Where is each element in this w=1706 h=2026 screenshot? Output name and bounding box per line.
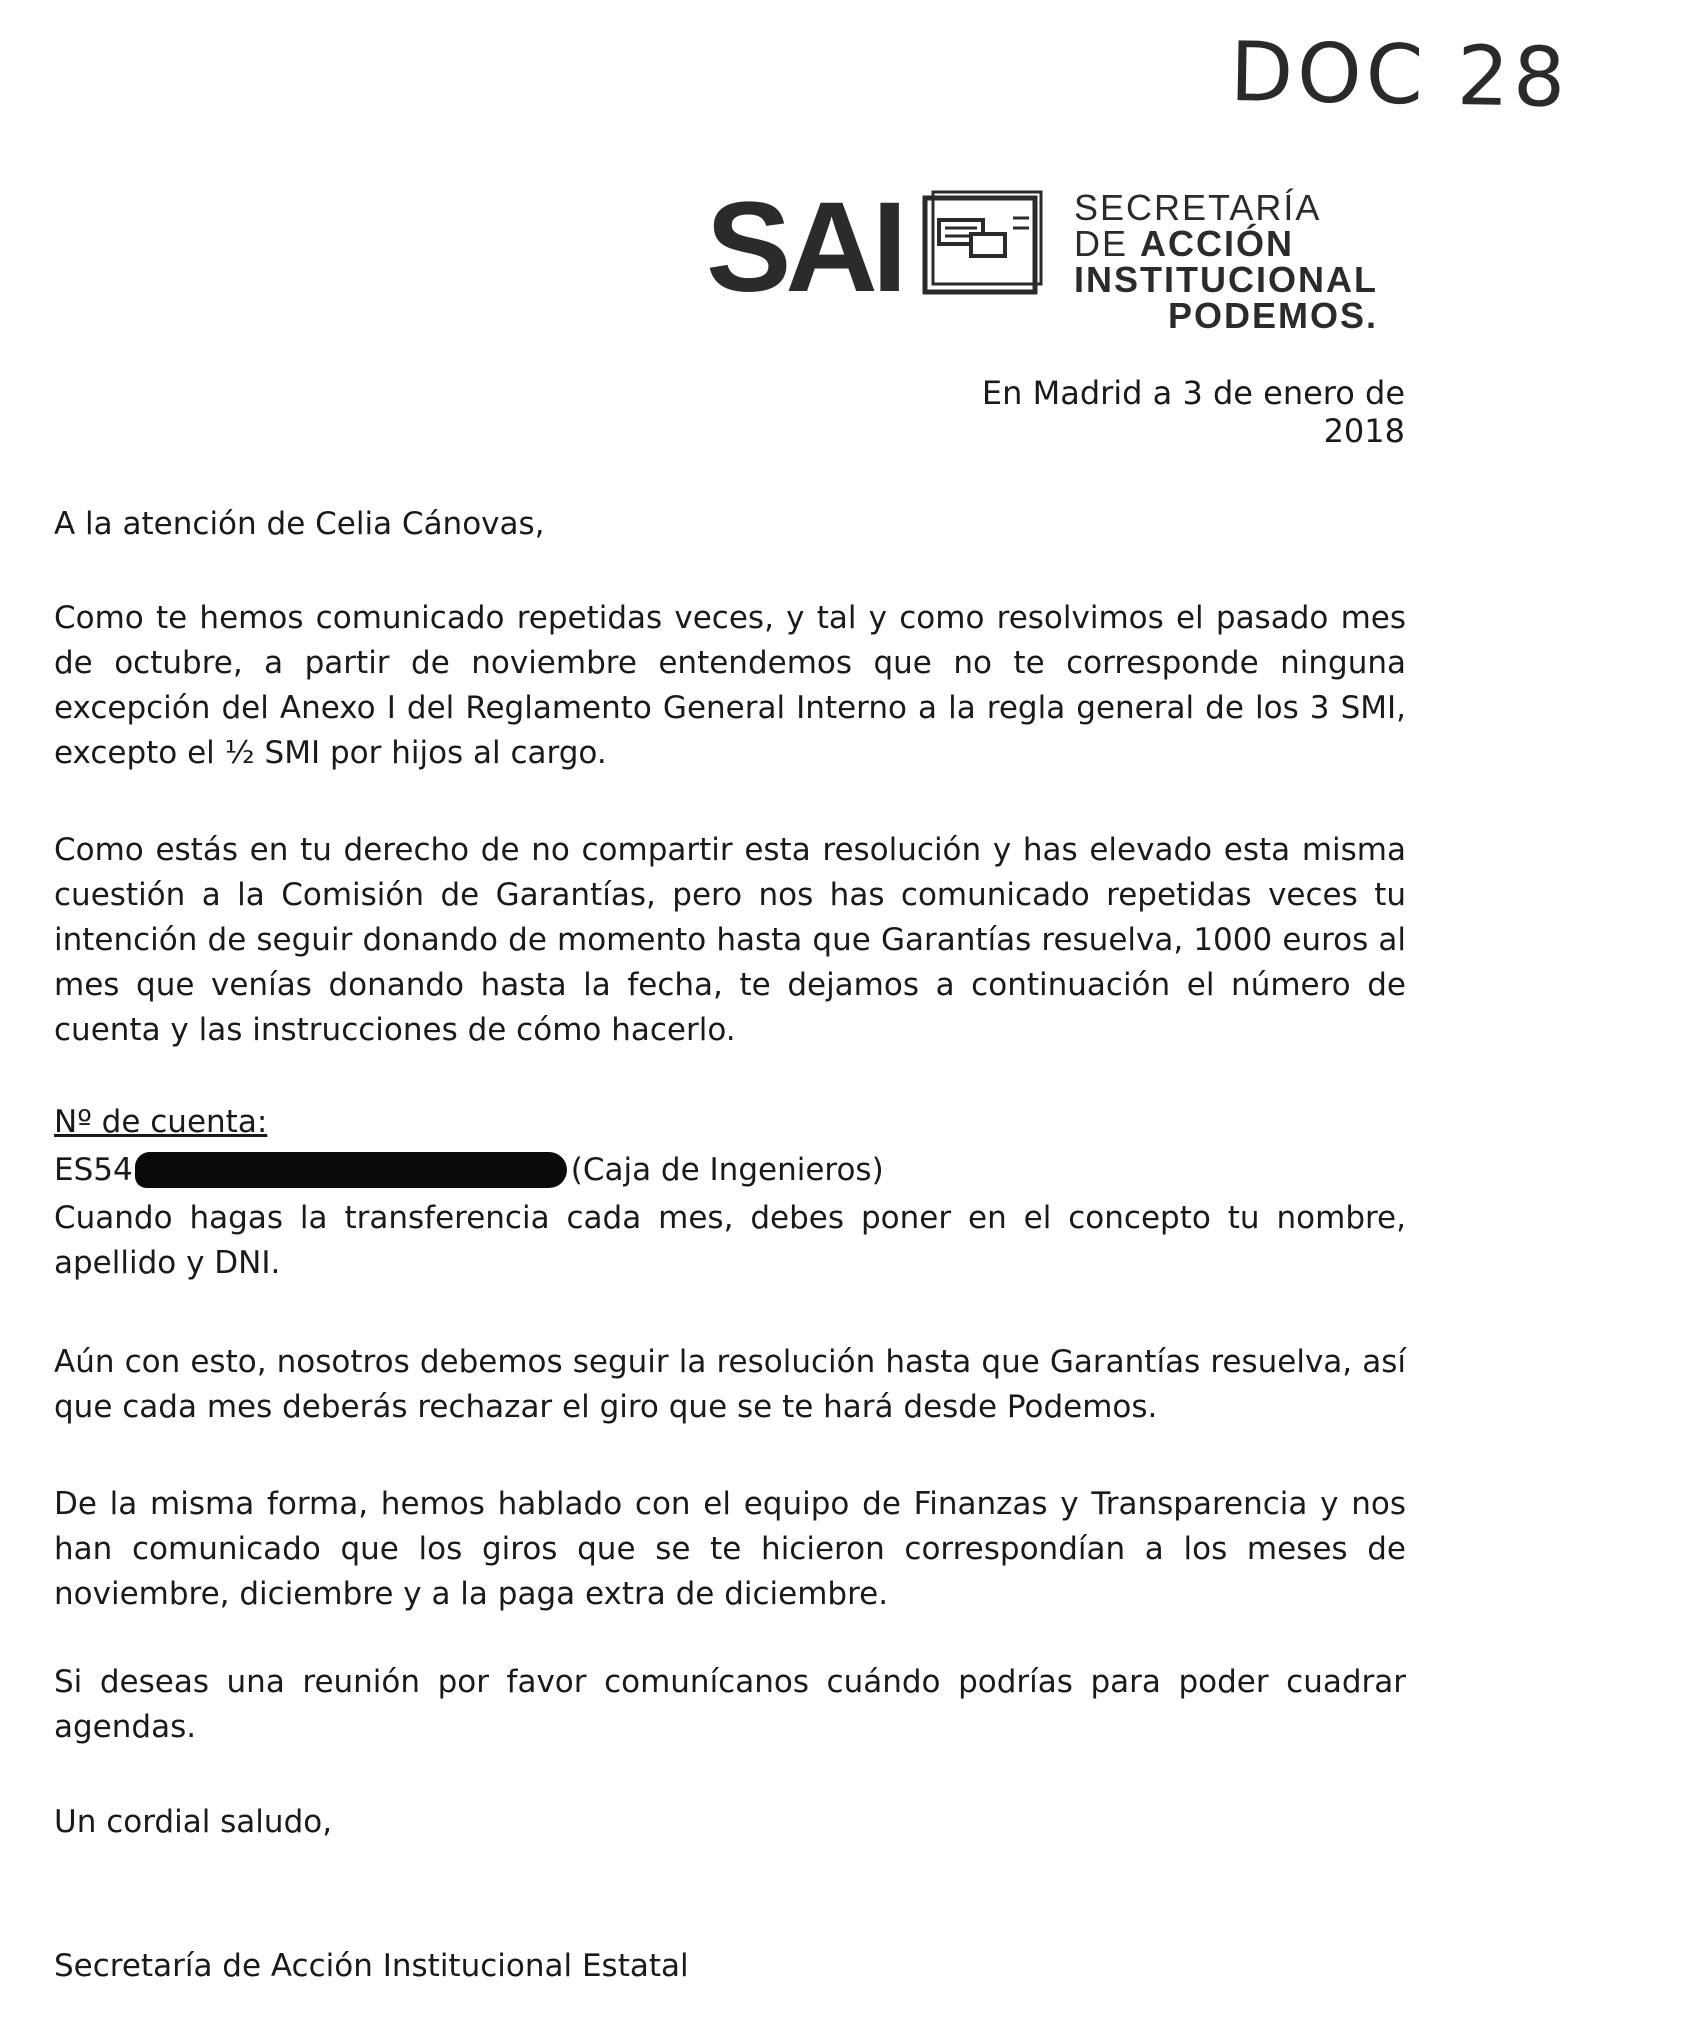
paragraph-4: Aún con esto, nosotros debemos seguir la resolución hasta que Garantías resuelva, así que cada mes deberás rechazar el giro que se te hará desde Podemos. xyxy=(54,1344,1406,1425)
signature: Secretaría de Acción Institucional Estatal xyxy=(54,1948,689,1984)
letter-date: En Madrid a 3 de enero de 2018 xyxy=(981,374,1405,450)
closing: Un cordial saludo, xyxy=(54,1804,333,1840)
logo-line-3: INSTITUCIONAL xyxy=(1074,259,1378,300)
sai-logo xyxy=(706,176,1426,336)
redaction-bar xyxy=(135,1152,567,1188)
logo-acronym: SAI xyxy=(706,176,902,319)
paragraph-6: Si deseas una reunión por favor comunícanos cuándo podrías para poder cuadrar agendas. xyxy=(54,1664,1406,1745)
logo-wordmark xyxy=(1074,187,1378,336)
documents-icon xyxy=(921,190,1046,298)
handwritten-doc-stamp: DOC 28 xyxy=(1229,25,1571,126)
logo-line-4: PODEMOS. xyxy=(1167,295,1378,336)
paragraph-5: De la misma forma, hemos hablado con el equipo de Finanzas y Transparencia y nos han comunicado que los giros que se te hicieron correspondían a los meses de noviembre, diciembre y a la paga extra de diciembre. xyxy=(54,1486,1406,1612)
paragraph-1: Como te hemos comunicado repetidas veces, y tal y como resolvimos el pasado mes de octubre, a partir de noviembre entendemos que no te corresponde ninguna excepción del Anexo I del Reglamento General Interno a la regla general de los 3 SMI, excepto el ½ SMI por hijos al cargo. xyxy=(54,600,1406,771)
paragraph-3: Cuando hagas la transferencia cada mes, debes poner en el concepto tu nombre, apellido y DNI. xyxy=(54,1200,1406,1281)
logo-line-1: SECRETARÍA xyxy=(1074,187,1322,228)
paragraph-2: Como estás en tu derecho de no compartir esta resolución y has elevado esta misma cuestión a la Comisión de Garantías, pero nos has comunicado repetidas veces tu intención de seguir donando de momento hasta que Garantías resuelva, 1000 euros al mes que venías donando hasta la fecha, te dejamos a continuación el número de cuenta y las instrucciones de cómo hacerlo. xyxy=(54,832,1406,1048)
account-prefix: ES54 xyxy=(54,1152,133,1188)
bank-name: (Caja de Ingenieros) xyxy=(570,1152,884,1188)
logo-line-2-light: DE xyxy=(1074,223,1141,264)
account-label: Nº de cuenta: xyxy=(54,1104,268,1140)
greeting: A la atención de Celia Cánovas, xyxy=(54,506,545,542)
logo-line-2-bold: ACCIÓN xyxy=(1140,223,1295,264)
account-number-line xyxy=(54,1152,884,1188)
